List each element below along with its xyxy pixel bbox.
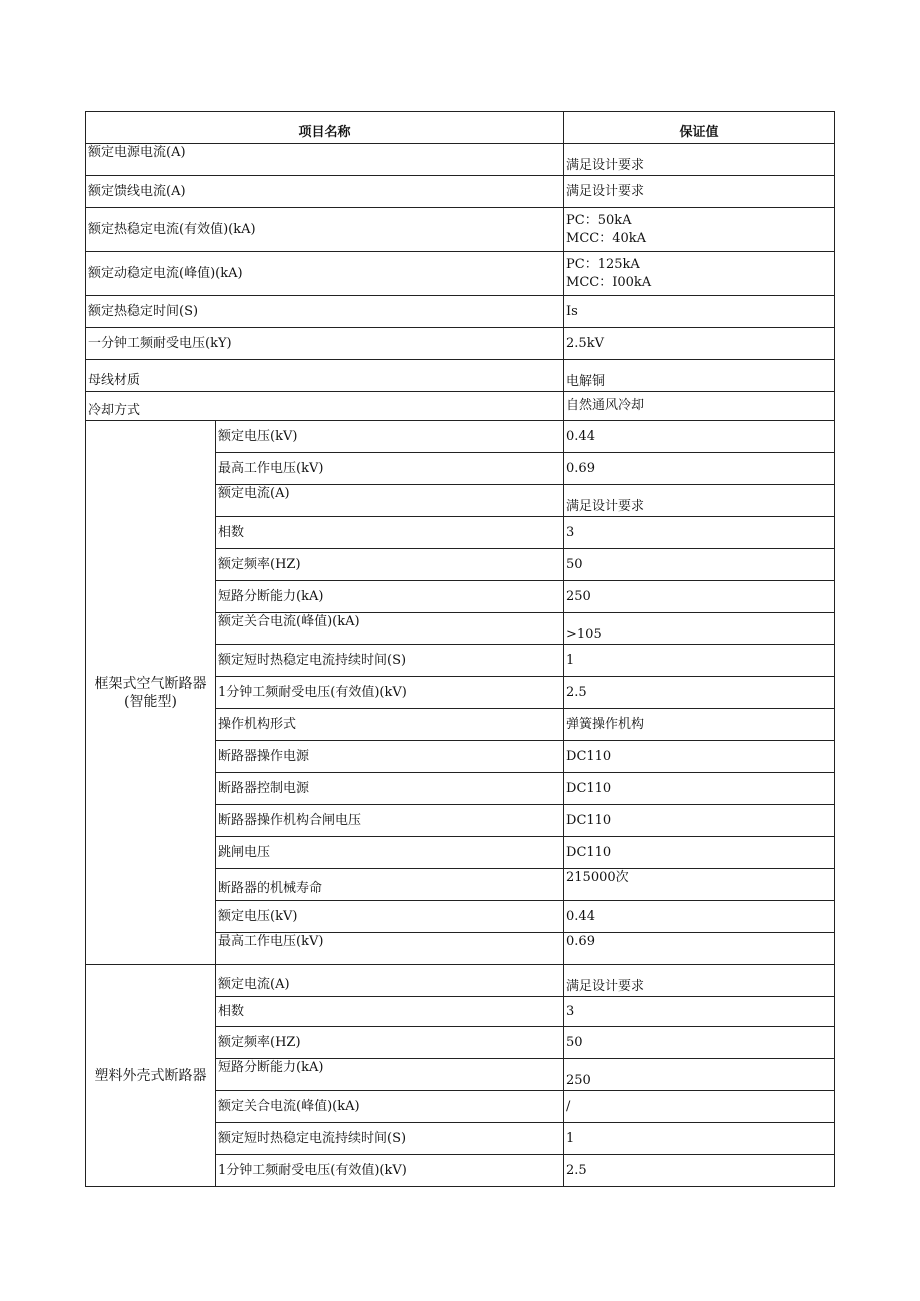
row-value: DC110 (564, 741, 835, 773)
row-value: 2.5 (564, 1155, 835, 1187)
header-row (86, 112, 835, 144)
table-row (86, 252, 835, 296)
row-label: 额定频率(HZ) (216, 549, 564, 581)
table-row (86, 421, 835, 453)
row-value: 0.69 (564, 453, 835, 485)
row-value: 250 (564, 1059, 835, 1091)
row-label: 母线材质 (86, 360, 564, 392)
group-name-line: (智能型) (124, 693, 177, 710)
row-value: 弹簧操作机构 (564, 709, 835, 741)
row-label: 额定关合电流(峰值)(kA) (216, 613, 564, 645)
row-value (564, 208, 835, 252)
row-value: 215000次 (564, 869, 835, 901)
row-value: DC110 (564, 773, 835, 805)
group-molded-case-breaker: 塑料外壳式断路器 (86, 965, 216, 1187)
row-label: 冷却方式 (86, 392, 564, 421)
row-label: 额定电压(kV) (216, 421, 564, 453)
value-line: MCC：I00kA (566, 274, 652, 290)
row-value: 满足设计要求 (564, 965, 835, 997)
table-row (86, 328, 835, 360)
value-line: MCC：40kA (566, 230, 647, 246)
table-row (86, 144, 835, 176)
row-label: 1分钟工频耐受电压(有效值)(kV) (216, 677, 564, 709)
row-value: 1 (564, 1123, 835, 1155)
row-label: 相数 (216, 517, 564, 549)
row-label: 断路器操作电源 (216, 741, 564, 773)
value-line: PC：125kA (566, 256, 640, 272)
row-value: >105 (564, 613, 835, 645)
group-frame-breaker (86, 421, 216, 965)
row-label: 额定关合电流(峰值)(kA) (216, 1091, 564, 1123)
row-value (564, 252, 835, 296)
group-name-line: 框架式空气断路器 (94, 675, 207, 692)
row-label: 额定馈线电流(A) (86, 176, 564, 208)
row-value: 3 (564, 997, 835, 1027)
row-label: 断路器控制电源 (216, 773, 564, 805)
row-label: 相数 (216, 997, 564, 1027)
row-value: 50 (564, 549, 835, 581)
table-row (86, 392, 835, 421)
header-item-name: 项目名称 (86, 112, 564, 144)
row-label: 额定热稳定电流(有效值)(kA) (86, 208, 564, 252)
row-label: 断路器操作机构合闸电压 (216, 805, 564, 837)
row-label: 额定电压(kV) (216, 901, 564, 933)
row-label: 跳闸电压 (216, 837, 564, 869)
row-value: DC110 (564, 837, 835, 869)
row-label: 一分钟工频耐受电压(kY) (86, 328, 564, 360)
row-label: 最高工作电压(kV) (216, 453, 564, 485)
row-value: 满足设计要求 (564, 176, 835, 208)
row-label: 操作机构形式 (216, 709, 564, 741)
row-value: 0.44 (564, 901, 835, 933)
table-row (86, 296, 835, 328)
header-guaranteed-value: 保证值 (564, 112, 835, 144)
row-label: 额定短时热稳定电流持续时间(S) (216, 1123, 564, 1155)
row-label: 额定电流(A) (216, 485, 564, 517)
row-value: 250 (564, 581, 835, 613)
row-label: 额定频率(HZ) (216, 1027, 564, 1059)
row-label: 短路分断能力(kA) (216, 1059, 564, 1091)
row-label: 额定电流(A) (216, 965, 564, 997)
row-value: DC110 (564, 805, 835, 837)
row-label: 短路分断能力(kA) (216, 581, 564, 613)
row-value: 满足设计要求 (564, 485, 835, 517)
table-row (86, 176, 835, 208)
row-label: 1分钟工频耐受电压(有效值)(kV) (216, 1155, 564, 1187)
row-label: 断路器的机械寿命 (216, 869, 564, 901)
table-row (86, 208, 835, 252)
row-value: 3 (564, 517, 835, 549)
row-value: 50 (564, 1027, 835, 1059)
row-label: 额定动稳定电流(峰值)(kA) (86, 252, 564, 296)
row-label: 额定短时热稳定电流持续时间(S) (216, 645, 564, 677)
spec-table (85, 111, 835, 1187)
row-label: 最高工作电压(kV) (216, 933, 564, 965)
table-row (86, 965, 835, 997)
row-label: 额定热稳定时间(S) (86, 296, 564, 328)
row-value: 电解铜 (564, 360, 835, 392)
row-value: / (564, 1091, 835, 1123)
row-value: 0.44 (564, 421, 835, 453)
row-value: 1 (564, 645, 835, 677)
row-label: 额定电源电流(A) (86, 144, 564, 176)
row-value: 0.69 (564, 933, 835, 965)
row-value: 自然通风冷却 (564, 392, 835, 421)
row-value: 2.5kV (564, 328, 835, 360)
value-line: PC：50kA (566, 212, 632, 228)
table-row (86, 360, 835, 392)
row-value: 2.5 (564, 677, 835, 709)
row-value: Is (564, 296, 835, 328)
row-value: 满足设计要求 (564, 144, 835, 176)
